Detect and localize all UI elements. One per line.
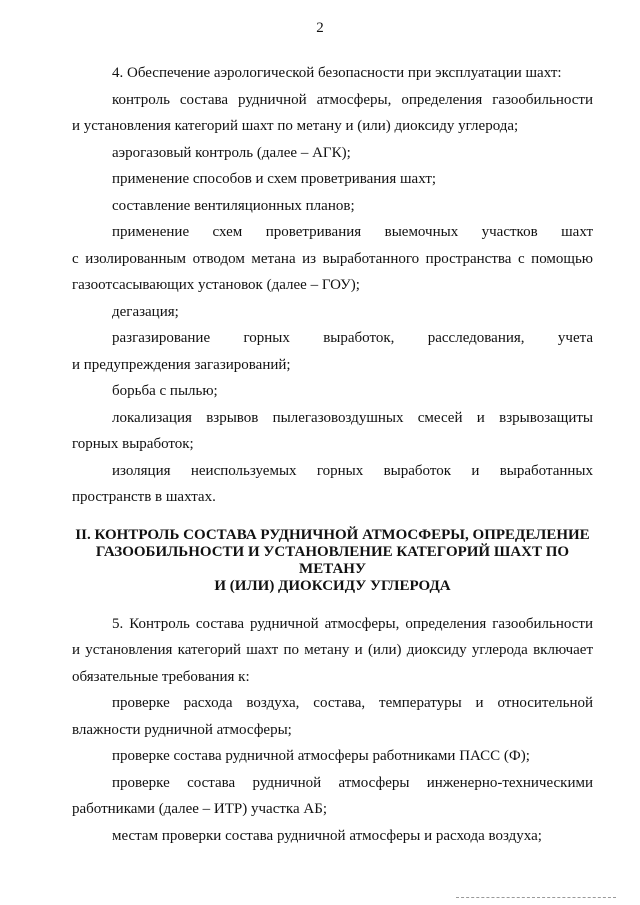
paragraph-line: разгазирование горных выработок, расследования, учета <box>112 330 593 346</box>
list-item: применение способов и схем проветривания шахт; <box>112 171 437 187</box>
section-5-intro <box>72 611 593 691</box>
list-item: составление вентиляционных планов; <box>112 197 355 214</box>
list-item: местам проверки состава рудничной атмосферы и расхода воздуха; <box>112 827 542 844</box>
paragraph-line: и предупреждения загазирований; <box>72 356 291 373</box>
paragraph-line: и установления категорий шахт по метану и (или) диоксиду углерода; <box>72 118 519 134</box>
heading-line: ГАЗООБИЛЬНОСТИ И УСТАНОВЛЕНИЕ КАТЕГОРИЙ ШАХТ ПО МЕТАНУ <box>95 543 570 577</box>
paragraph-line: проверке расхода воздуха, состава, температуры и относительной <box>112 695 593 711</box>
list-item <box>72 690 593 743</box>
scan-edge-mark <box>456 897 616 899</box>
list-item <box>72 87 593 140</box>
page-number: 2 <box>316 20 324 36</box>
paragraph-line: с изолированным отводом метана из выработанного пространства с помощью <box>72 250 593 267</box>
list-item <box>72 405 593 458</box>
list-item <box>72 325 593 378</box>
paragraph-line: 5. Контроль состава рудничной атмосферы, определения газообильности <box>112 615 593 632</box>
paragraph-line: и установления категорий шахт по метану и (или) диоксиду углерода включает <box>72 642 593 658</box>
list-item: борьба с пылью; <box>112 383 218 399</box>
paragraph-line: применение схем проветривания выемочных участков шахт <box>112 224 593 240</box>
section-4-title: 4. Обеспечение аэрологической безопасности при эксплуатации шахт: <box>112 65 562 81</box>
paragraph-line: обязательные требования к: <box>72 668 250 685</box>
list-item <box>72 219 593 299</box>
list-item <box>72 770 593 823</box>
list-item: дегазация; <box>112 303 179 320</box>
paragraph-line: влажности рудничной атмосферы; <box>72 721 292 738</box>
paragraph-line: локализация взрывов пылегазовоздушных смесей и взрывозащиты <box>112 409 593 426</box>
paragraph-line: изоляция неиспользуемых горных выработок и выработанных <box>112 462 593 479</box>
paragraph-line: проверке состава рудничной атмосферы инженерно-техническими <box>112 774 593 791</box>
paragraph-line: горных выработок; <box>72 436 194 452</box>
paragraph-line: контроль состава рудничной атмосферы, определения газообильности <box>112 91 593 108</box>
paragraph-line: пространств в шахтах. <box>72 489 216 505</box>
heading-line: II. КОНТРОЛЬ СОСТАВА РУДНИЧНОЙ АТМОСФЕРЫ, ОПРЕДЕЛЕНИЕ <box>75 526 590 543</box>
list-item <box>72 458 593 511</box>
heading-line: И (ИЛИ) ДИОКСИДУ УГЛЕРОДА <box>214 577 451 594</box>
paragraph-line: работниками (далее – ИТР) участка АБ; <box>72 801 327 817</box>
document-body <box>72 60 593 849</box>
section-heading <box>72 527 593 595</box>
list-item: проверке состава рудничной атмосферы работниками ПАСС (Ф); <box>112 748 530 764</box>
paragraph-line: газоотсасывающих установок (далее – ГОУ); <box>72 277 360 293</box>
list-item: аэрогазовый контроль (далее – АГК); <box>112 144 351 161</box>
